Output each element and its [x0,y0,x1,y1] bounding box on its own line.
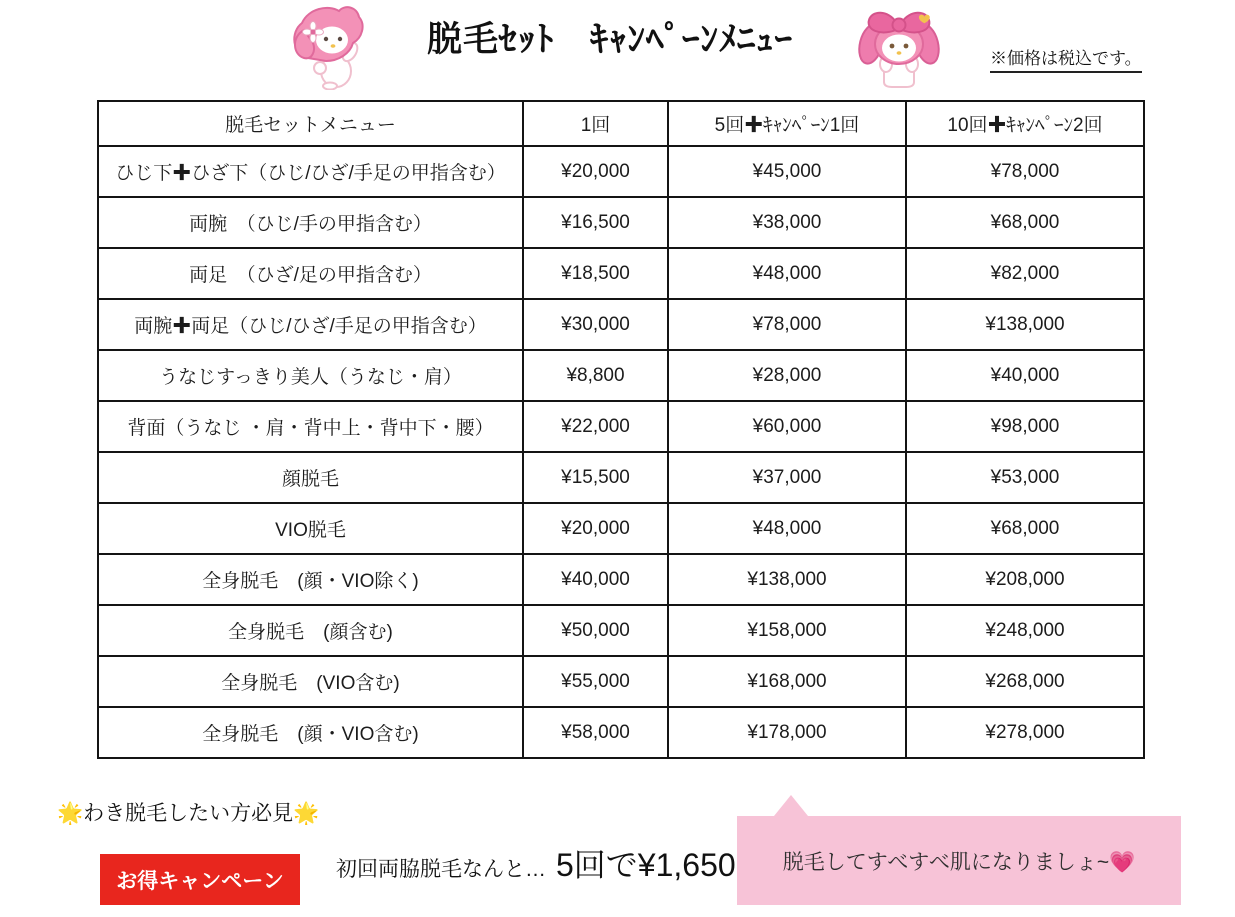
price-cell: ¥45,000 [668,146,906,197]
table-row [98,248,1144,299]
price-cell: ¥22,000 [523,401,668,452]
price-cell: ¥278,000 [906,707,1144,758]
table-row [98,503,1144,554]
price-cell: ¥168,000 [668,656,906,707]
tax-note: ※価格は税込です。 [990,44,1142,73]
price-cell: ¥18,500 [523,248,668,299]
price-cell: ¥60,000 [668,401,906,452]
promo-headline: 🌟わき脱毛したい方必見🌟 [57,802,320,825]
table-row [98,146,1144,197]
price-cell: ¥248,000 [906,605,1144,656]
menu-cell: 全身脱毛 (顔含む) [98,605,523,656]
price-cell: ¥16,500 [523,197,668,248]
price-cell: ¥15,500 [523,452,668,503]
price-cell: ¥78,000 [906,146,1144,197]
my-melody-hood-flower-icon [286,2,372,90]
menu-cell: うなじすっきり美人（うなじ・肩） [98,350,523,401]
speech-bubble-text: 脱毛してすべすべ肌になりましょ~💗 [782,850,1136,874]
menu-cell: 全身脱毛 (VIO含む) [98,656,523,707]
price-cell: ¥20,000 [523,503,668,554]
price-cell: ¥98,000 [906,401,1144,452]
page-title: 脱毛ｾｯﾄ ｷｬﾝﾍﾟｰﾝﾒﾆｭｰ [426,20,793,59]
column-header-1time: 1回 [523,101,668,146]
price-cell: ¥68,000 [906,197,1144,248]
table-row [98,401,1144,452]
price-cell: ¥82,000 [906,248,1144,299]
price-cell: ¥40,000 [906,350,1144,401]
column-header-5times: 5回✚ｷｬﾝﾍﾟｰﾝ1回 [668,101,906,146]
price-cell: ¥158,000 [668,605,906,656]
column-header-10times: 10回✚ｷｬﾝﾍﾟｰﾝ2回 [906,101,1144,146]
menu-cell: 全身脱毛 (顔・VIO含む) [98,707,523,758]
price-cell: ¥178,000 [668,707,906,758]
table-row [98,605,1144,656]
promo-line [336,840,736,886]
table-row [98,656,1144,707]
price-cell: ¥37,000 [668,452,906,503]
promo-price-text: 5回で¥1,650 [556,847,736,883]
table-header-row [98,101,1144,146]
menu-cell: ひじ下✚ひざ下（ひじ/ひざ/手足の甲指含む） [98,146,523,197]
menu-cell: 両腕 （ひじ/手の甲指含む） [98,197,523,248]
price-cell: ¥20,000 [523,146,668,197]
price-cell: ¥38,000 [668,197,906,248]
promo-lead-text: 初回両脇脱毛なんと… [336,858,546,881]
price-cell: ¥55,000 [523,656,668,707]
price-cell: ¥30,000 [523,299,668,350]
price-cell: ¥78,000 [668,299,906,350]
price-cell: ¥58,000 [523,707,668,758]
price-cell: ¥48,000 [668,248,906,299]
price-cell: ¥48,000 [668,503,906,554]
menu-cell: 背面（うなじ ・肩・背中上・背中下・腰） [98,401,523,452]
price-cell: ¥138,000 [668,554,906,605]
price-cell: ¥28,000 [668,350,906,401]
campaign-button[interactable]: お得キャンペーン [100,854,300,905]
column-header-menu: 脱毛セットメニュー [98,101,523,146]
table-row [98,299,1144,350]
my-melody-bow-icon [856,2,942,90]
speech-bubble [737,816,1181,905]
table-row [98,452,1144,503]
menu-cell: 顔脱毛 [98,452,523,503]
price-table [97,100,1145,759]
menu-cell: 両足 （ひざ/足の甲指含む） [98,248,523,299]
table-row [98,554,1144,605]
price-cell: ¥50,000 [523,605,668,656]
price-cell: ¥138,000 [906,299,1144,350]
menu-cell: VIO脱毛 [98,503,523,554]
table-row [98,350,1144,401]
price-cell: ¥53,000 [906,452,1144,503]
menu-cell: 両腕✚両足（ひじ/ひざ/手足の甲指含む） [98,299,523,350]
price-table-body [98,146,1144,758]
menu-cell: 全身脱毛 (顔・VIO除く) [98,554,523,605]
table-row [98,707,1144,758]
table-row [98,197,1144,248]
price-cell: ¥40,000 [523,554,668,605]
price-cell: ¥8,800 [523,350,668,401]
price-cell: ¥208,000 [906,554,1144,605]
price-cell: ¥68,000 [906,503,1144,554]
price-cell: ¥268,000 [906,656,1144,707]
